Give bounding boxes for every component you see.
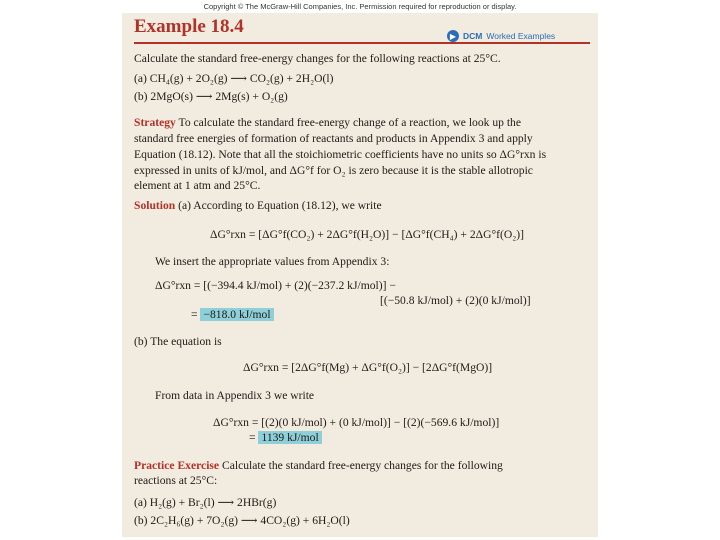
strategy-text-1: To calculate the standard free-energy change of a reaction, we look up the bbox=[175, 116, 521, 129]
result-b: 1139 kJ/mol bbox=[258, 431, 321, 444]
problem-intro: Calculate the standard free-energy changes for the following reactions at 25°C. bbox=[134, 52, 501, 65]
solution-intro: (a) According to Equation (18.12), we write bbox=[175, 199, 382, 212]
solution-line bbox=[134, 199, 382, 212]
practice-heading: Practice Exercise bbox=[134, 459, 220, 472]
calculation-b: ΔG°rxn = [(2)(0 kJ/mol) + (0 kJ/mol)] − [(2)(−569.6 kJ/mol)] bbox=[213, 416, 500, 429]
strategy-heading: Strategy bbox=[134, 116, 176, 129]
part-b-intro: (b) The equation is bbox=[134, 335, 222, 348]
strategy-line-4: expressed in units of kJ/mol, and ΔG°f for O₂ is zero because it is the stable allotropic bbox=[134, 164, 533, 177]
practice-reaction-b: (b) 2C₂H₆(g) + 7O₂(g) ⟶ 4CO₂(g) + 6H₂O(l) bbox=[134, 514, 350, 527]
calculation-a-line1: ΔG°rxn = [(−394.4 kJ/mol) + (2)(−237.2 kJ/mol)] − bbox=[155, 279, 396, 292]
calculation-a-line2: [(−50.8 kJ/mol) + (2)(0 kJ/mol)] bbox=[380, 294, 531, 307]
strategy-line-2: standard free energies of formation of reactants and products in Appendix 3 and apply bbox=[134, 132, 533, 145]
practice-reaction-a: (a) H₂(g) + Br₂(l) ⟶ 2HBr(g) bbox=[134, 496, 277, 509]
problem-reaction-a: (a) CH₄(g) + 2O₂(g) ⟶ CO₂(g) + 2H₂O(l) bbox=[134, 72, 334, 85]
result-b-line bbox=[249, 431, 322, 444]
copyright-notice: Copyright © The McGraw-Hill Companies, Inc. Permission required for reproduction or display. bbox=[203, 2, 517, 11]
dcm-worked-examples-logo bbox=[447, 30, 555, 42]
practice-line-2: reactions at 25°C: bbox=[134, 474, 218, 487]
result-a-line bbox=[191, 308, 274, 321]
strategy-line-1 bbox=[134, 116, 521, 129]
result-a: −818.0 kJ/mol bbox=[200, 308, 273, 321]
practice-text-1: Calculate the standard free-energy changes for the following bbox=[219, 459, 503, 472]
problem-reaction-b: (b) 2MgO(s) ⟶ 2Mg(s) + O₂(g) bbox=[134, 90, 288, 103]
equals-sign-b: = bbox=[249, 431, 256, 444]
equation-a: ΔG°rxn = [ΔG°f(CO₂) + 2ΔG°f(H₂O)] − [ΔG°f(CH₄) + 2ΔG°f(O₂)] bbox=[210, 228, 524, 241]
practice-line-1 bbox=[134, 459, 503, 472]
solution-heading: Solution bbox=[134, 199, 176, 212]
appendix-data-text: From data in Appendix 3 we write bbox=[155, 389, 315, 402]
dcm-logo-icon: ▶ bbox=[447, 30, 459, 42]
dcm-logo-rest: Worked Examples bbox=[486, 31, 556, 41]
insert-values-text: We insert the appropriate values from Appendix 3: bbox=[155, 255, 390, 268]
example-title: Example 18.4 bbox=[134, 16, 244, 37]
title-divider bbox=[134, 42, 590, 44]
equals-sign: = bbox=[191, 308, 198, 321]
dcm-logo-main: DCM bbox=[463, 31, 483, 41]
equation-b: ΔG°rxn = [2ΔG°f(Mg) + ΔG°f(O₂)] − [2ΔG°f(MgO)] bbox=[243, 361, 493, 374]
strategy-line-5: element at 1 atm and 25°C. bbox=[134, 179, 261, 192]
strategy-line-3: Equation (18.12). Note that all the stoichiometric coefficients have no units so ΔG°rxn is bbox=[134, 148, 547, 161]
